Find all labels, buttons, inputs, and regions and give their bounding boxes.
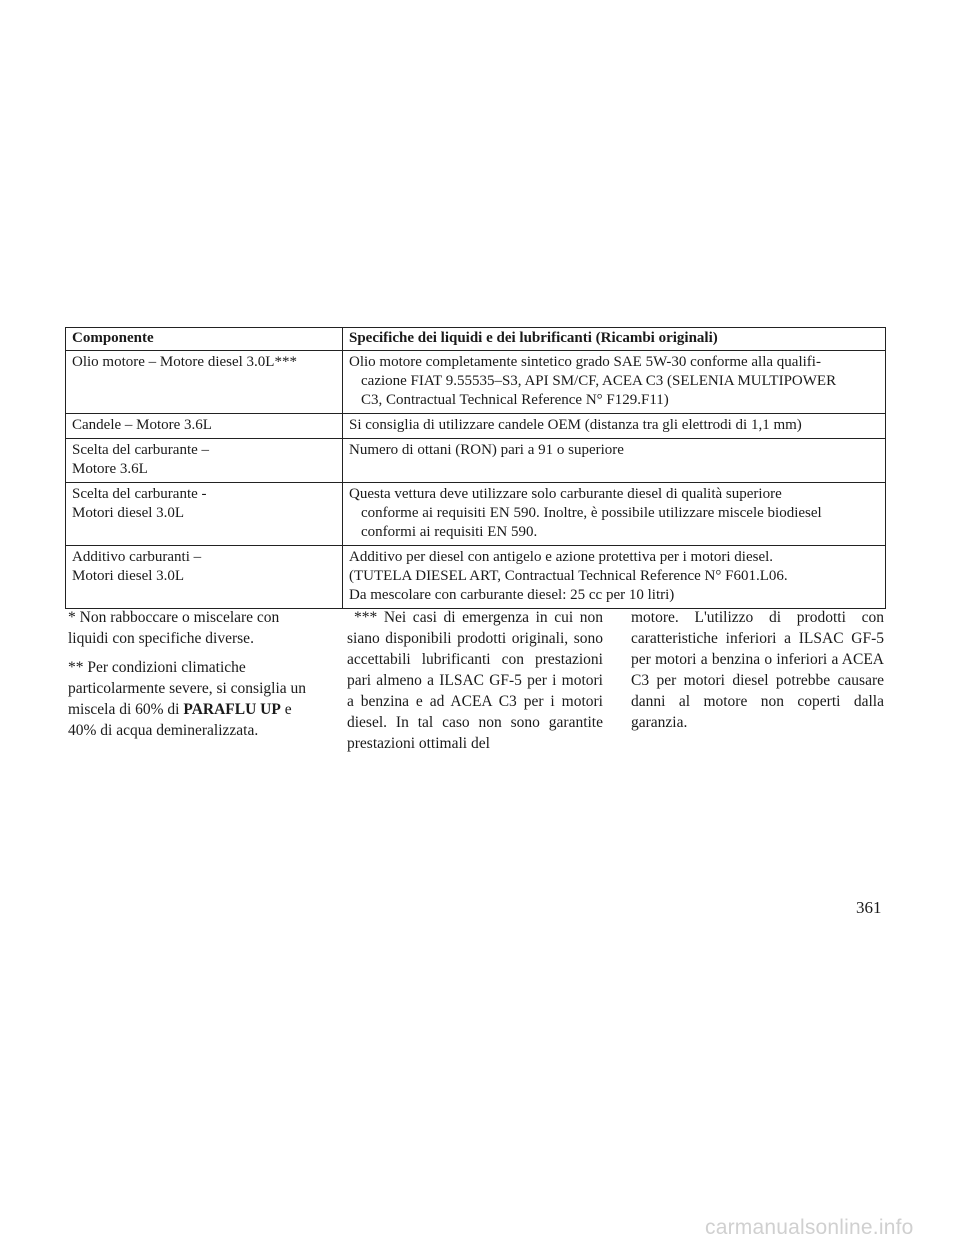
cell-line: cazione FIAT 9.55535–S3, API SM/CF, ACEA C3 (SELENIA MULTIPOWER — [361, 373, 837, 389]
table-row — [66, 414, 886, 439]
cell-line: Motori diesel 3.0L — [72, 568, 185, 584]
watermark: carmanualsonline.info — [705, 1216, 914, 1239]
cell-line: Additivo carburanti – — [72, 549, 202, 565]
table-header-row — [66, 328, 886, 351]
component-cell — [66, 414, 343, 439]
cell-line: Olio motore completamente sintetico grado SAE 5W-30 conforme alla qualifi- — [349, 354, 821, 370]
specification-cell — [343, 483, 886, 546]
component-cell — [66, 546, 343, 609]
fluid-spec-table — [65, 327, 886, 609]
cell-line: Motori diesel 3.0L — [72, 505, 185, 521]
footnotes-column-2 — [347, 607, 603, 754]
footnotes-column-3 — [631, 607, 884, 733]
cell-line: (TUTELA DIESEL ART, Contractual Technical Reference N° F601.L06. — [349, 568, 788, 584]
footnote-triple-asterisk-continued: motore. L'utilizzo di prodotti con caratteristiche inferiori a ILSAC GF-5 per motori a benzina o inferiori a ACEA C3 per motori diesel potrebbe causare danni al motore non coperti dalla garanzia. — [631, 609, 884, 731]
column-header-specification: Specifiche dei liquidi e dei lubrificanti (Ricambi originali) — [343, 328, 886, 351]
component-cell — [66, 351, 343, 414]
cell-line: Motore 3.6L — [72, 461, 148, 477]
cell-line: Da mescolare con carburante diesel: 25 cc per 10 litri) — [349, 587, 675, 603]
component-cell — [66, 439, 343, 483]
cell-line: Numero di ottani (RON) pari a 91 o superiore — [349, 442, 624, 458]
footnote-triple-asterisk: *** Nei casi di emergenza in cui non siano disponibili prodotti originali, sono accettabili lubrificanti con prestazioni pari almeno a ILSAC GF-5 per i motori a benzina e ad ACEA C3 per i motori diesel. In tal caso non sono garantite prestazioni ottimali del — [347, 609, 603, 752]
cell-line: Scelta del carburante - — [72, 486, 207, 502]
footnote-text: ** Per condizioni climatiche particolarmente severe, si consiglia un miscela di 60% di — [68, 659, 307, 718]
cell-line: Questa vettura deve utilizzare solo carburante diesel di qualità superiore — [349, 486, 782, 502]
cell-line: Si consiglia di utilizzare candele OEM (distanza tra gli elettrodi di 1,1 mm) — [349, 417, 802, 433]
specification-cell — [343, 546, 886, 609]
product-name-paraflu: PARAFLU UP — [183, 701, 281, 718]
table-row — [66, 483, 886, 546]
cell-line: Olio motore – Motore diesel 3.0L*** — [72, 354, 297, 370]
table-row — [66, 546, 886, 609]
cell-line: Additivo per diesel con antigelo e azione protettiva per i motori diesel. — [349, 549, 774, 565]
specification-cell — [343, 351, 886, 414]
column-header-component: Componente — [66, 328, 343, 351]
specification-cell — [343, 414, 886, 439]
component-cell — [66, 483, 343, 546]
specification-cell — [343, 439, 886, 483]
cell-line: C3, Contractual Technical Reference N° F129.F11) — [361, 392, 669, 408]
cell-line: conformi ai requisiti EN 590. — [361, 524, 538, 540]
footnote-single-asterisk: * Non rabboccare o miscelare con liquidi con specifiche diverse. — [68, 609, 280, 647]
cell-line: Candele – Motore 3.6L — [72, 417, 212, 433]
table-row — [66, 351, 886, 414]
table-row — [66, 439, 886, 483]
footnote-text: e 40% di acqua demineralizzata. — [68, 701, 292, 739]
footnotes-column-1 — [68, 607, 320, 749]
cell-line: conforme ai requisiti EN 590. Inoltre, è possibile utilizzare miscele biodiesel — [361, 505, 822, 521]
page-number: 361 — [856, 898, 882, 917]
cell-line: Scelta del carburante – — [72, 442, 210, 458]
footnote-double-asterisk — [68, 657, 320, 741]
